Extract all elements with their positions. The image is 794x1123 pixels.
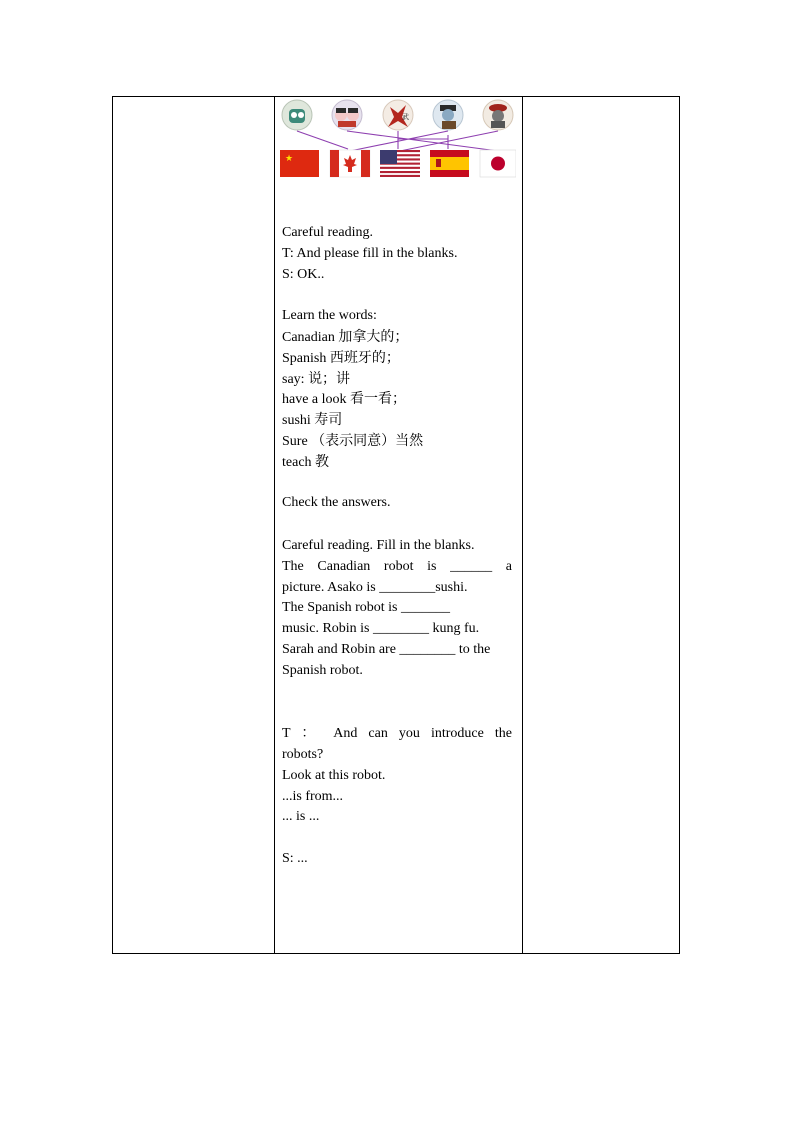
fill-blank-line: Spanish robot.	[282, 662, 363, 678]
robot-3	[383, 100, 413, 130]
robot-5	[483, 100, 513, 130]
vocab-en: say:	[282, 371, 309, 387]
vocab-cn: 西班牙的；	[329, 349, 400, 366]
lesson-text	[282, 223, 512, 870]
vocab-item	[282, 431, 512, 452]
vocab-en: teach	[282, 454, 316, 470]
fill-blank-line: The Spanish robot is _______	[282, 600, 450, 616]
vocab-en: have a look	[282, 392, 351, 408]
text-line: Check the answers.	[282, 495, 391, 511]
text-line: Learn the words:	[282, 308, 377, 324]
text-line: ... is ...	[282, 809, 320, 825]
matching-lines	[297, 131, 498, 151]
vocab-item	[282, 389, 512, 410]
vocab-item	[282, 410, 512, 431]
canada-flag	[330, 150, 370, 177]
vocab-en: Canadian	[282, 329, 339, 345]
china-flag	[280, 150, 319, 177]
text-line: S: ...	[282, 850, 308, 866]
vocab-item	[282, 452, 512, 473]
vocab-en: Sure	[282, 433, 312, 449]
vocab-cn: 看一看；	[350, 391, 407, 408]
text-line: ...is from...	[282, 788, 344, 804]
fill-blank-line: music. Robin is ________ kung fu.	[282, 621, 480, 637]
text-line: robots?	[282, 746, 324, 762]
vocab-cn: 加拿大的；	[338, 328, 409, 345]
robot-2	[332, 100, 362, 130]
spain-flag	[430, 150, 469, 177]
robot-flag-matching-image	[280, 99, 516, 179]
text-line: T ： And can you introduce the	[282, 726, 512, 742]
robot-4	[433, 100, 463, 130]
lesson-table	[112, 96, 680, 954]
column-divider-2	[522, 97, 523, 953]
vocab-item	[282, 348, 512, 369]
text-line: Look at this robot.	[282, 767, 386, 783]
middle-cell	[274, 97, 522, 953]
vocab-item	[282, 369, 512, 390]
vocab-item	[282, 327, 512, 348]
robot-1	[282, 100, 312, 130]
vocab-cn: （表示同意）当然	[311, 432, 424, 449]
text-line: T: And please fill in the blanks.	[282, 245, 458, 261]
vocab-en: Spanish	[282, 350, 330, 366]
fill-blank-line: picture. Asako is ________sushi.	[282, 579, 468, 595]
japan-flag	[480, 150, 516, 177]
vocab-cn: 寿司	[314, 412, 343, 429]
usa-flag	[380, 150, 420, 177]
fill-blank-line: Careful reading. Fill in the blanks.	[282, 537, 475, 553]
text-line: Careful reading.	[282, 225, 373, 240]
vocab-en: sushi	[282, 413, 315, 429]
svg-text:★: ★	[285, 154, 294, 164]
text-line: S: OK..	[282, 266, 325, 282]
svg-text:武: 武	[402, 113, 409, 121]
vocab-cn: 说；讲	[308, 370, 351, 387]
fill-blank-line: The Canadian robot is ______ a	[282, 558, 512, 574]
vocab-cn: 教	[315, 453, 330, 470]
fill-blank-line: Sarah and Robin are ________ to the	[282, 641, 491, 657]
